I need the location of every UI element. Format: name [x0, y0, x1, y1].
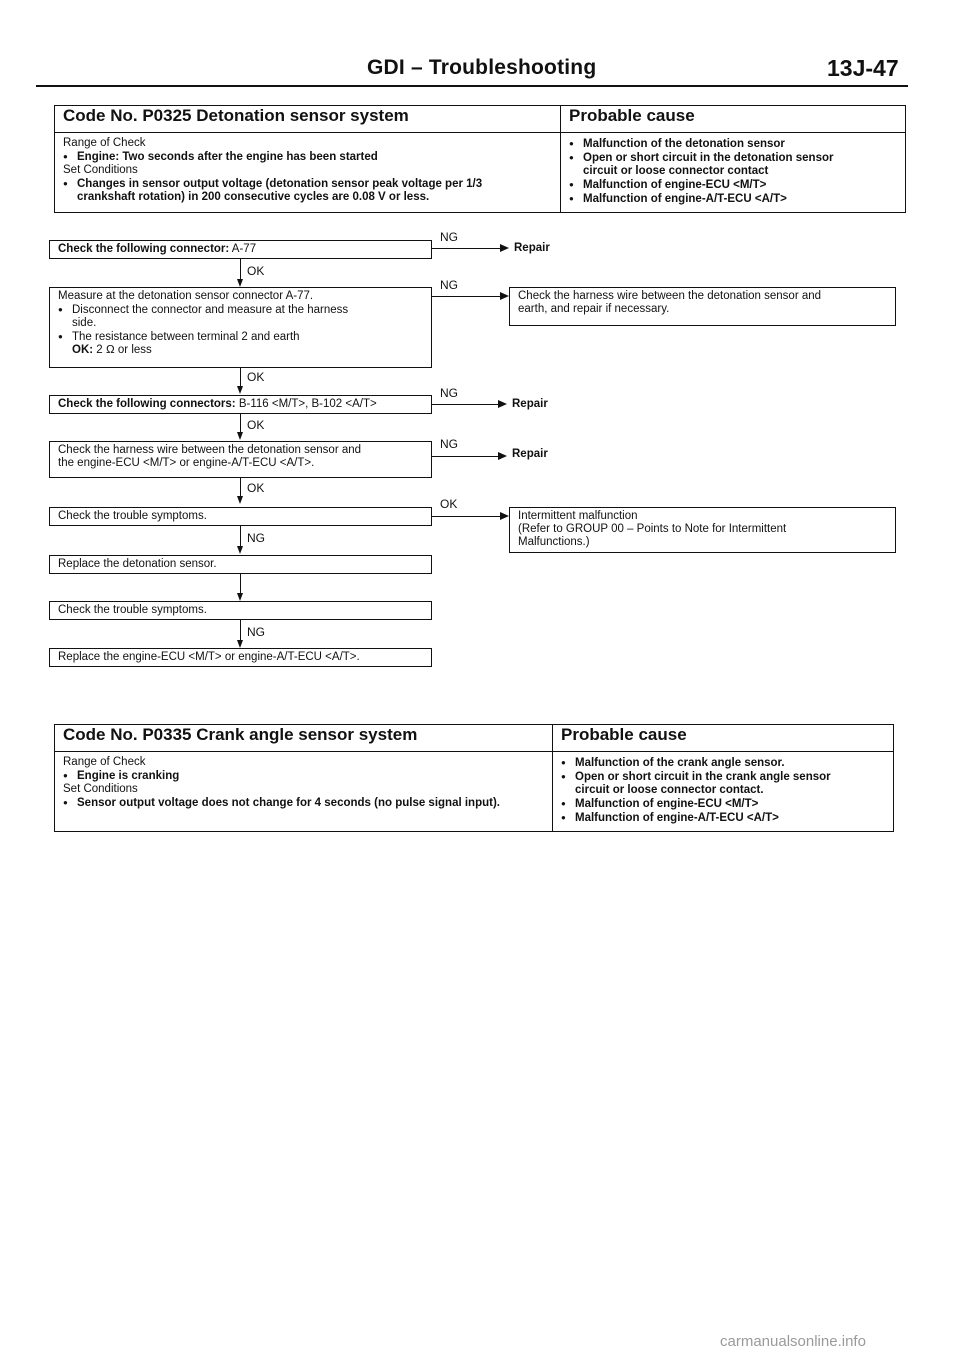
- range-label: Range of Check: [63, 137, 146, 149]
- range-label: Range of Check: [63, 756, 146, 768]
- step-check-harness-ecu: [49, 441, 432, 478]
- ok-spec-value: 2 Ω or less: [96, 344, 152, 356]
- cause-item: ● Malfunction of engine-A/T-ECU <A/T>: [569, 192, 897, 206]
- arrow-down-icon: [237, 279, 243, 287]
- step-text: Check the trouble symptoms.: [58, 604, 207, 616]
- step-text: Replace the engine-ECU <M/T> or engine-A/T-ECU <A/T>.: [58, 651, 360, 663]
- probable-cause-title: Probable cause: [561, 106, 906, 133]
- cause-item: ● Malfunction of engine-A/T-ECU <A/T>: [561, 811, 885, 825]
- cause-item: ● Malfunction of the detonation sensor: [569, 137, 897, 151]
- watermark: carmanualsonline.info: [720, 1333, 866, 1350]
- connector-line: [240, 259, 241, 279]
- connector-line: [240, 574, 241, 594]
- cause-item: ● Malfunction of the crank angle sensor.: [561, 756, 885, 770]
- arrow-down-icon: [237, 593, 243, 601]
- step-value: A-77: [231, 243, 257, 255]
- ng-label: NG: [440, 230, 458, 244]
- page-number: 13J-47: [827, 55, 899, 81]
- range-item: ● Engine is cranking: [63, 769, 544, 783]
- set-label: Set Conditions: [63, 783, 138, 795]
- step-text: Replace the detonation sensor.: [58, 558, 217, 570]
- set-item-cont: crankshaft rotation) in 200 consecutive cycles are 0.08 V or less.: [77, 191, 430, 203]
- arrow-down-icon: [237, 432, 243, 440]
- step-check-connector-a77: [49, 240, 432, 259]
- step-measure-detonation-sensor: [49, 287, 432, 368]
- connector-line: [432, 404, 500, 405]
- step-label: Check the following connector:: [58, 243, 230, 255]
- ng-label: NG: [440, 278, 458, 292]
- cause-item: ● Open or short circuit in the detonation sensor: [569, 151, 897, 165]
- side-check-harness-earth: [509, 287, 896, 326]
- side-text: earth, and repair if necessary.: [518, 303, 670, 315]
- ng-label: NG: [247, 531, 265, 545]
- code-p0335-table: [54, 724, 894, 832]
- side-text: (Refer to GROUP 00 – Points to Note for Intermittent: [518, 523, 787, 535]
- cause-item: ● Malfunction of engine-ECU <M/T>: [561, 797, 885, 811]
- arrow-down-icon: [237, 640, 243, 648]
- cause-item: ● Malfunction of engine-ECU <M/T>: [569, 178, 897, 192]
- step-replace-detonation-sensor: [49, 555, 432, 574]
- ng-label: NG: [440, 437, 458, 451]
- range-item: ● Engine: Two seconds after the engine has been started: [63, 150, 552, 164]
- arrow-down-icon: [237, 386, 243, 394]
- cause-item: ● Open or short circuit in the crank angle sensor: [561, 770, 885, 784]
- set-item: ● Sensor output voltage does not change for 4 seconds (no pulse signal input).: [63, 796, 544, 810]
- connector-line: [240, 620, 241, 641]
- ng-label: NG: [440, 386, 458, 400]
- set-item: ● Changes in sensor output voltage (detonation sensor peak voltage per 1/3: [63, 177, 552, 191]
- ok-label: OK: [440, 497, 458, 511]
- arrow-right-icon: [500, 512, 509, 520]
- connector-line: [432, 516, 502, 517]
- probable-cause-title: Probable cause: [553, 725, 894, 752]
- step-text: Check the trouble symptoms.: [58, 510, 207, 522]
- step-text: Measure at the detonation sensor connector A-77.: [58, 290, 314, 302]
- side-intermittent-malfunction: [509, 507, 896, 553]
- arrow-down-icon: [237, 546, 243, 554]
- page-title: GDI – Troubleshooting: [367, 56, 597, 79]
- repair-label: Repair: [512, 398, 548, 410]
- arrow-right-icon: [500, 292, 509, 300]
- arrow-right-icon: [500, 244, 509, 252]
- code-p0335-title: Code No. P0335 Crank angle sensor system: [55, 725, 553, 752]
- code-p0325-conditions: [55, 133, 561, 213]
- ok-label: OK: [247, 264, 265, 278]
- side-text: Intermittent malfunction: [518, 510, 638, 522]
- connector-line: [240, 414, 241, 434]
- connector-line: [432, 248, 502, 249]
- code-p0325-table: [54, 105, 906, 213]
- arrow-right-icon: [498, 452, 507, 460]
- ok-spec-label: OK:: [72, 344, 94, 356]
- step-check-trouble-symptoms: [49, 507, 432, 526]
- connector-line: [240, 526, 241, 547]
- step-text: side.: [72, 317, 97, 329]
- connector-line: [432, 456, 500, 457]
- ok-label: OK: [247, 481, 265, 495]
- arrow-right-icon: [498, 400, 507, 408]
- connector-line: [240, 368, 241, 388]
- code-p0325-title: Code No. P0325 Detonation sensor system: [55, 106, 561, 133]
- step-text: the engine-ECU <M/T> or engine-A/T-ECU <A/T>.: [58, 457, 315, 469]
- header-rule: [36, 85, 908, 87]
- side-text: Malfunctions.): [518, 536, 590, 548]
- set-label: Set Conditions: [63, 164, 138, 176]
- step-text: ● The resistance between terminal 2 and earth: [58, 330, 423, 344]
- arrow-down-icon: [237, 496, 243, 504]
- code-p0335-conditions: [55, 752, 553, 832]
- step-text: Check the harness wire between the detonation sensor and: [58, 444, 362, 456]
- step-check-connectors-b116-b102: [49, 395, 432, 414]
- connector-line: [432, 296, 502, 297]
- step-replace-engine-ecu: [49, 648, 432, 667]
- code-p0335-causes: [553, 752, 894, 832]
- cause-item-cont: circuit or loose connector contact: [583, 165, 769, 177]
- ok-label: OK: [247, 418, 265, 432]
- ng-label: NG: [247, 625, 265, 639]
- step-check-trouble-symptoms-2: [49, 601, 432, 620]
- ok-label: OK: [247, 370, 265, 384]
- connector-line: [240, 478, 241, 498]
- side-text: Check the harness wire between the detonation sensor and: [518, 290, 822, 302]
- step-value: B-116 <M/T>, B-102 <A/T>: [238, 398, 377, 410]
- step-label: Check the following connectors:: [58, 398, 236, 410]
- cause-item-cont: circuit or loose connector contact.: [575, 784, 764, 796]
- step-text: ● Disconnect the connector and measure at the harness: [58, 303, 423, 317]
- code-p0325-causes: [561, 133, 906, 213]
- repair-label: Repair: [514, 242, 550, 254]
- repair-label: Repair: [512, 448, 548, 460]
